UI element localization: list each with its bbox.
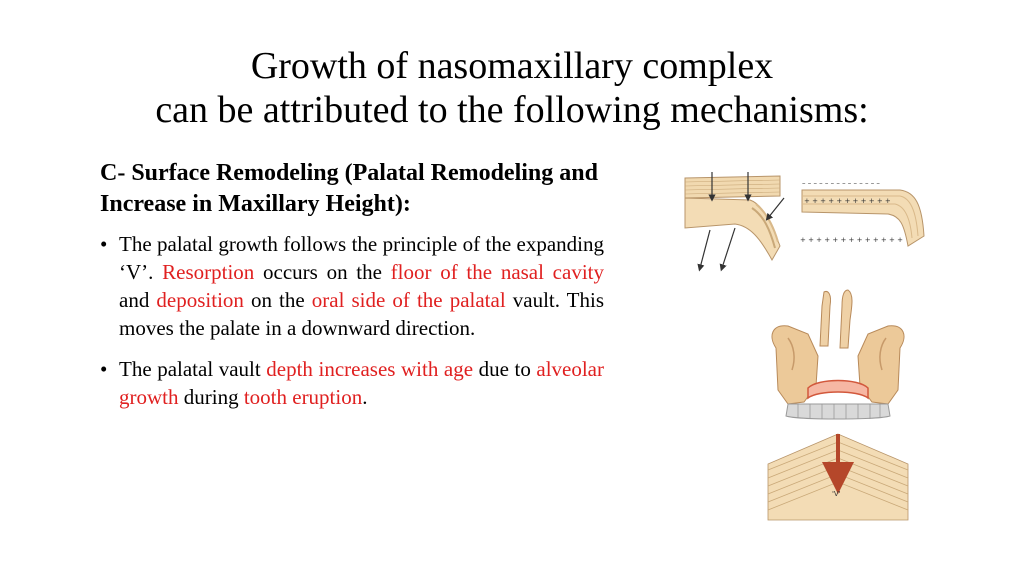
slide-title [0,44,1024,132]
remodeling-signs-figure [800,176,930,266]
slide-content [100,158,604,424]
highlight-text: deposition [156,288,244,312]
bullet-icon: • [100,357,108,381]
bullet-text: The palatal vault [119,357,267,381]
v-label: 'V' [832,490,841,498]
maxilla-expanding-v-figure [758,286,918,521]
deposition-signs-top: + + + + + + + + + + + [804,197,891,205]
deposition-signs-bottom: + + + + + + + + + + + + + [800,236,903,244]
bullet-list [100,230,604,411]
resorption-signs: – – – – – – – – – – – – – – [802,179,880,187]
section-subheading: C- Surface Remodeling (Palatal Remodeling and Increase in Maxillary Height): [100,160,598,217]
bullet-text: vault. This moves the palate in a downward direction. [119,288,605,340]
bullet-text: and [119,288,157,312]
title-line-2: can be attributed to the following mechanisms: [155,89,869,131]
bullet-text: . [362,385,368,409]
highlight-text: alveolar growth [119,357,604,409]
bone-section-arrows-figure [680,168,790,278]
bullet-text: occurs on the [254,260,391,284]
highlight-text: depth increases with age [266,357,474,381]
bullet-item [100,230,604,342]
highlight-text: oral side of the palatal [311,288,506,312]
highlight-text: floor of the nasal cavity [390,260,604,284]
bullet-text: The palatal growth follows the principle of the expanding ‘V’. [119,232,604,284]
arrow-icon [722,228,735,268]
arrow-icon [700,230,710,268]
bullet-text: due to [473,357,537,381]
bullet-text: on the [243,288,312,312]
bullet-text: during [178,385,244,409]
highlight-text: tooth eruption [243,385,363,409]
bullet-item [100,355,604,411]
bullet-icon: • [100,232,108,256]
title-line-1: Growth of nasomaxillary complex [250,45,774,87]
highlight-text: Resorption [162,260,255,284]
arrow-icon [768,198,784,218]
